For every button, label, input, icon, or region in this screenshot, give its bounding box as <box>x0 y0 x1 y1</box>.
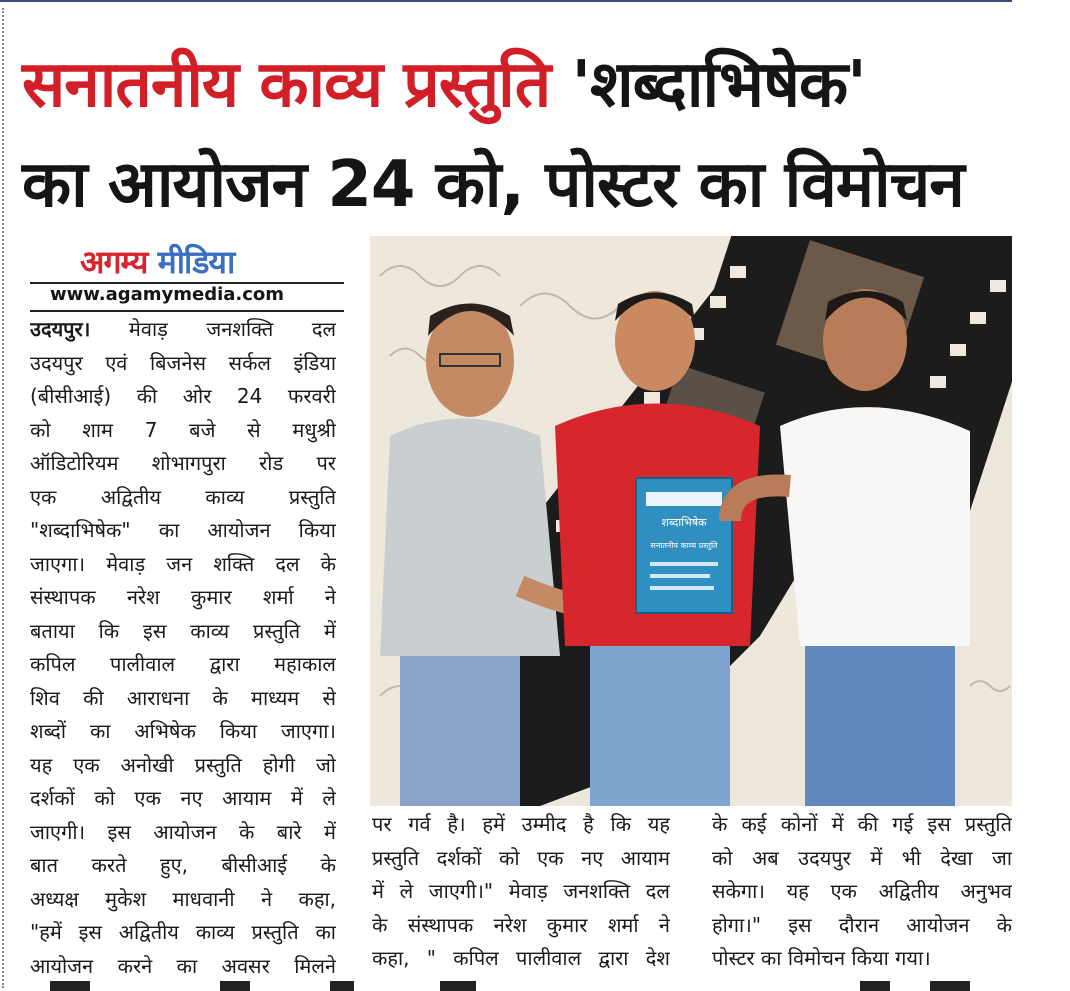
article-line: यह एक अनोखी प्रस्तुति होगी जो <box>30 752 336 777</box>
article-line: शिव की आराधना के माध्यम से <box>30 685 336 710</box>
left-dotted-border <box>2 8 4 988</box>
article-line: संस्थापक नरेश कुमार शर्मा ने <box>30 585 336 609</box>
headline-title-quote: 'शब्दाभिषेक' <box>571 48 866 122</box>
poster-title: शब्दाभिषेक <box>661 516 707 529</box>
article-column-2 <box>372 808 670 976</box>
article-column-1 <box>30 313 336 983</box>
article-line: प्रस्तुति दर्शकों को एक नए आयाम <box>372 845 670 870</box>
website-url: www.agamymedia.com <box>50 284 285 305</box>
logo-word-2: मीडिया <box>157 243 235 281</box>
article-line: बात करते हुए, बीसीआई के <box>30 853 336 877</box>
article-line: कहा, " कपिल पालीवाल द्वारा देश <box>372 946 670 970</box>
article-line: पर गर्व है। हमें उम्मीद है कि यह <box>372 812 670 836</box>
article-line: सकेगा। यह एक अद्वितीय अनुभव <box>712 879 1012 903</box>
headline-red-part: सनातनीय काव्य प्रस्तुति <box>22 48 551 122</box>
article-line: "हमें इस अद्वितीय काव्य प्रस्तुति का <box>30 920 336 944</box>
top-rule <box>0 0 1012 2</box>
article-line: पोस्टर का विमोचन किया गया। <box>712 946 931 970</box>
cut-off-next-headline <box>0 975 1012 991</box>
article-line: दर्शकों को एक नए आयाम में ले <box>30 786 336 810</box>
article-line: उदयपुर एवं बिजनेस सर्कल इंडिया <box>30 350 336 375</box>
article-line: अध्यक्ष मुकेश माधवानी ने कहा, <box>30 886 336 911</box>
photo-illustration <box>370 236 1012 806</box>
article-line: जाएगी। इस आयोजन के बारे में <box>30 819 336 844</box>
article-line: ऑडिटोरियम शोभागपुरा रोड पर <box>30 451 336 475</box>
article-line: के संस्थापक नरेश कुमार शर्मा ने <box>372 912 670 937</box>
headline-line-1 <box>22 40 1022 130</box>
article-line: जाएगा। मेवाड़ जन शक्ति दल के <box>30 551 336 576</box>
article-line: को अब उदयपुर में भी देखा जा <box>712 845 1012 870</box>
article-column-3 <box>712 808 1012 976</box>
article-line: को शाम 7 बजे से मधुश्री <box>30 417 336 442</box>
article-line: कपिल पालीवाल द्वारा महाकाल <box>30 652 336 676</box>
article-line: बताया कि इस काव्य प्रस्तुति में <box>30 618 336 643</box>
article-line: (बीसीआई) की ओर 24 फरवरी <box>30 384 336 408</box>
article-line: एक अद्वितीय काव्य प्रस्तुति <box>30 484 336 509</box>
dateline: उदयपुर। <box>30 317 91 341</box>
article-line: शब्दों का अभिषेक किया जाएगा। <box>30 719 336 743</box>
article-line: होगा।" इस दौरान आयोजन के <box>712 912 1012 937</box>
logo-word-1: अगम्य <box>80 243 148 281</box>
article-line: के कई कोनों में की गई इस प्रस्तुति <box>712 812 1012 836</box>
article-line: में ले जाएगी।" मेवाड़ जनशक्ति दल <box>372 879 670 903</box>
poster <box>636 478 732 613</box>
agamya-media-logo <box>80 240 234 283</box>
poster-subtitle: सनातनीय काव्य प्रस्तुति <box>650 541 718 550</box>
article-line: उदयपुर। मेवाड़ जनशक्ति दल <box>30 317 336 341</box>
article-line: "शब्दाभिषेक" का आयोजन किया <box>30 518 336 542</box>
article-line: आयोजन करने का अवसर मिलने <box>30 953 336 978</box>
news-photo <box>370 236 1012 806</box>
headline-line-2: का आयोजन 24 को, पोस्टर का विमोचन <box>22 148 964 222</box>
